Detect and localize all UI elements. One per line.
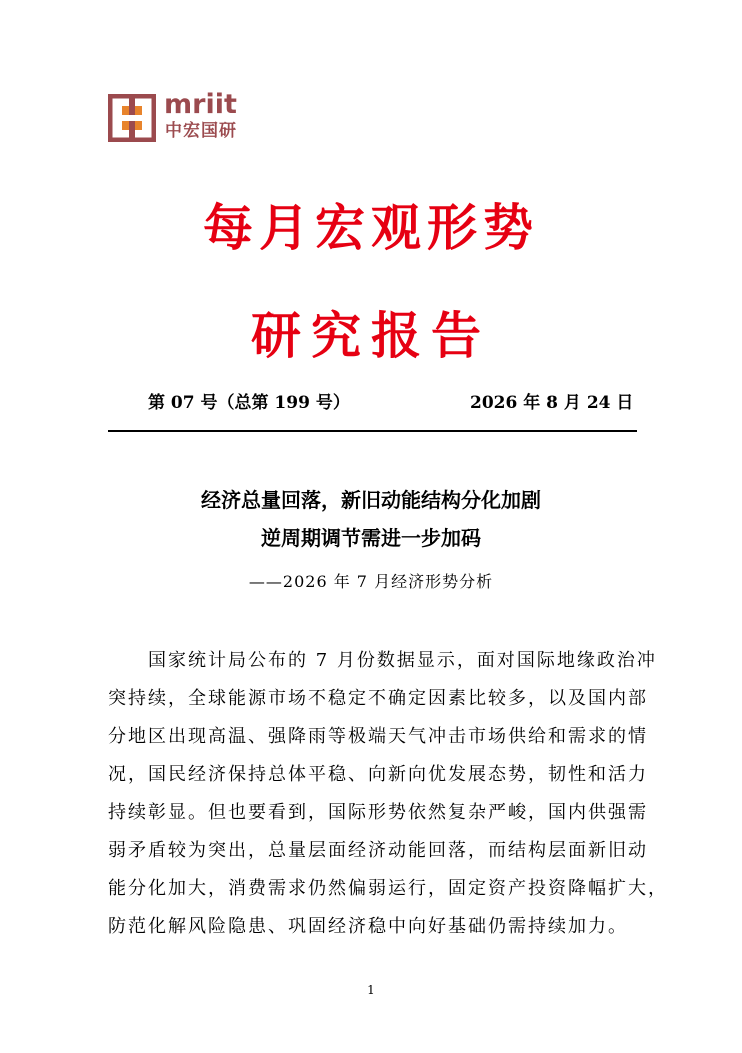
issue-number: 第 07 号（总第 199 号） <box>148 393 350 413</box>
body-line: 能分化加大，消费需求仍然偏弱运行，固定资产投资降幅扩大， <box>108 878 668 899</box>
logo-mark-icon <box>108 94 156 142</box>
logo-text-en: mriit <box>164 89 237 120</box>
body-line: 持续彰显。但也要看到，国际形势依然复杂严峻，国内供强需 <box>108 802 648 823</box>
article-subtitle: ——2026 年 7 月经济形势分析 <box>248 572 494 591</box>
body-line: 弱矛盾较为突出，总量层面经济动能回落，而结构层面新旧动 <box>108 840 648 861</box>
report-title-line1: 每月宏观形势 <box>203 199 539 257</box>
logo <box>108 90 258 142</box>
article-headline-line1: 经济总量回落，新旧动能结构分化加剧 <box>201 488 541 512</box>
body-line: 防范化解风险隐患、巩固经济稳中向好基础仍需持续加力。 <box>108 916 628 937</box>
issue-date: 2026 年 8 月 24 日 <box>470 393 634 413</box>
report-title-line2: 研究报告 <box>251 307 491 365</box>
body-line: 突持续，全球能源市场不稳定不确定因素比较多，以及国内部 <box>108 688 648 709</box>
page-number: 1 <box>367 983 375 997</box>
body-line: 国家统计局公布的 7 月份数据显示，面对国际地缘政治冲 <box>108 650 657 671</box>
header-divider <box>108 430 637 432</box>
body-line: 分地区出现高温、强降雨等极端天气冲击市场供给和需求的情 <box>108 726 648 747</box>
body-line: 况，国民经济保持总体平稳、向新向优发展态势，韧性和活力 <box>108 764 648 785</box>
article-headline-line2: 逆周期调节需进一步加码 <box>261 526 481 550</box>
logo-text-cn: 中宏国研 <box>165 121 237 141</box>
